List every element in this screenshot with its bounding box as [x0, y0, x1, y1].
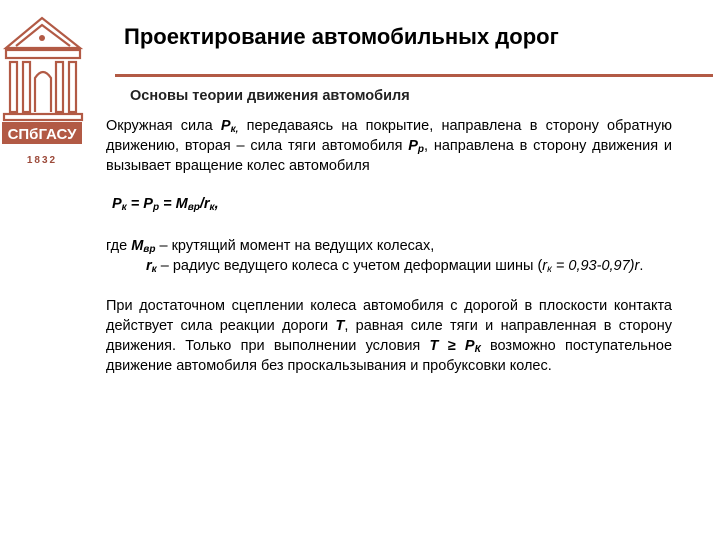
- logo-wordmark: [2, 120, 84, 150]
- paragraph-adhesion: При достаточном сцеплении колеса автомобиля с дорогой в плоскости контакта действует сила реакции дороги Т, равная силе тяги и направленная в сторону движения. Только при выполнении условия $Т \ge Р_К$ возможно поступательное движение автомобиля без проскальзывания и пробуксовки колес.: [106, 298, 673, 374]
- page-title: Проектирование автомобильных дорог: [124, 24, 559, 49]
- university-logo: [2, 8, 84, 166]
- logo-text: СПбГАСУ: [7, 126, 77, 143]
- paragraph-definitions: где $М_{вр}$ – крутящий момент на ведущих колесах, $r_к$ – радиус ведущего колеса с учетом деформации шины $(r_к = 0,93-0,97)r$.: [106, 238, 644, 275]
- logo-year: 1832: [26, 155, 58, 166]
- title-divider: [115, 74, 713, 77]
- paragraph-forces: Окружная сила $Р_{к,}$ передаваясь на покрытие, направлена в сторону обратную движению, вторая – сила тяги автомобиля $Р_р$, направлена в сторону движения и вызывает вращение колес автомобиля: [106, 118, 672, 174]
- formula-traction: $Р_к = Р_р = М_{вр}/r_к$,: [112, 196, 219, 213]
- content-body: [106, 116, 672, 376]
- section-subtitle: Основы теории движения автомобиля: [130, 88, 410, 104]
